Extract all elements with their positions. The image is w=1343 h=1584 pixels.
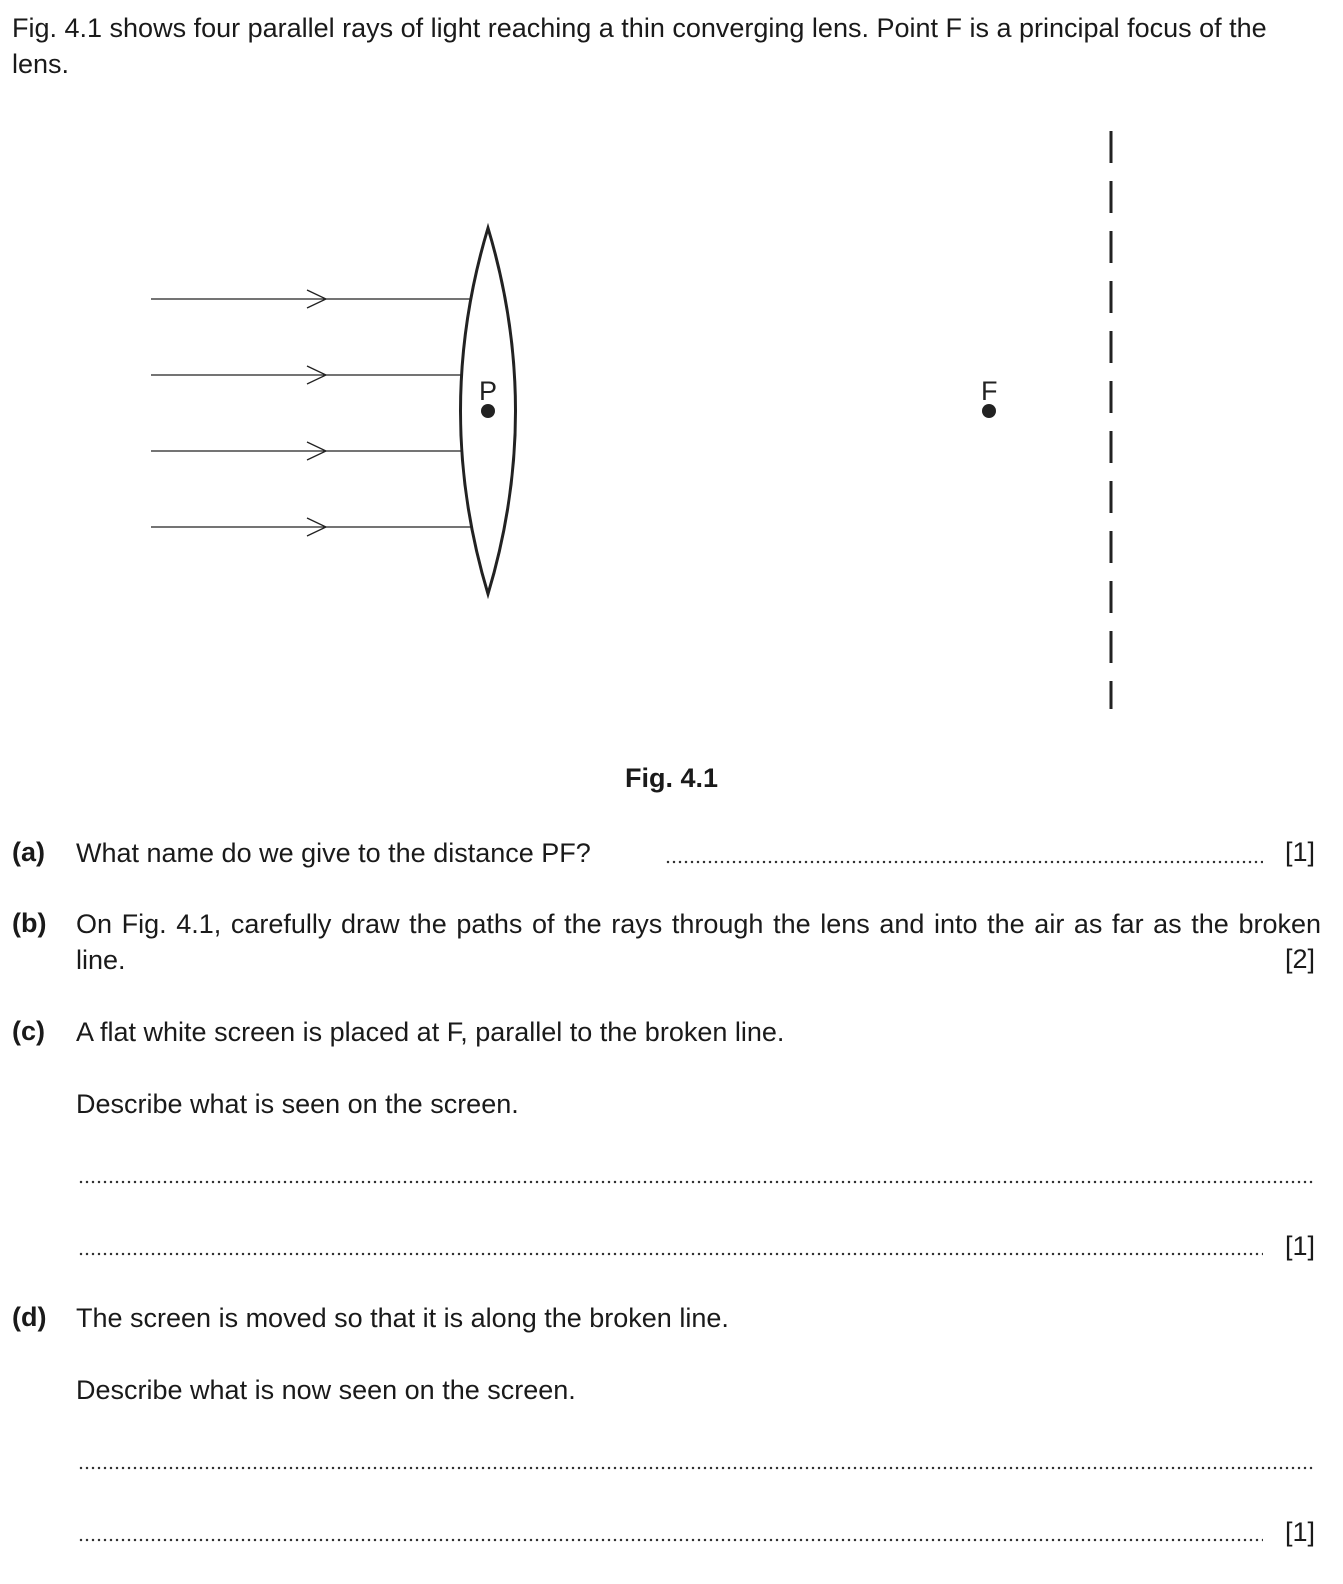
- point-f-label: F: [981, 376, 998, 406]
- question-b-text: On Fig. 4.1, carefully draw the paths of the rays through the lens and into the air as far as the broken line.: [76, 909, 1321, 975]
- answer-line-c-2[interactable]: [78, 1252, 1263, 1256]
- question-a-mark: [1]: [1284, 837, 1315, 867]
- point-p-label: P: [479, 376, 498, 406]
- question-a-text: What name do we give to the distance PF?: [76, 838, 591, 868]
- question-c-statement: A flat white screen is placed at F, parallel to the broken line.: [76, 1017, 785, 1047]
- answer-line-d-2[interactable]: [78, 1538, 1263, 1542]
- intro-text: Fig. 4.1 shows four parallel rays of light reaching a thin converging lens. Point F is a principal focus of the lens.: [12, 13, 1267, 79]
- question-d-prompt: Describe what is now seen on the screen.: [76, 1375, 576, 1405]
- answer-line-d-1[interactable]: [78, 1466, 1313, 1470]
- question-b-mark: [2]: [1284, 944, 1315, 974]
- answer-line-a[interactable]: [665, 860, 1263, 864]
- question-d-label: (d): [12, 1302, 47, 1332]
- question-a-label: (a): [12, 837, 45, 867]
- question-d-mark: [1]: [1284, 1517, 1315, 1547]
- question-b-label: (b): [12, 908, 47, 938]
- answer-line-c-1[interactable]: [78, 1180, 1313, 1184]
- question-d-statement: The screen is moved so that it is along the broken line.: [76, 1303, 729, 1333]
- question-c-prompt: Describe what is seen on the screen.: [76, 1089, 519, 1119]
- question-c-mark: [1]: [1284, 1231, 1315, 1261]
- question-c-label: (c): [12, 1016, 45, 1046]
- point-f-dot: [982, 404, 996, 418]
- figure-caption: Fig. 4.1: [624, 763, 719, 793]
- lens-diagram: [0, 0, 1343, 760]
- point-p-dot: [481, 404, 495, 418]
